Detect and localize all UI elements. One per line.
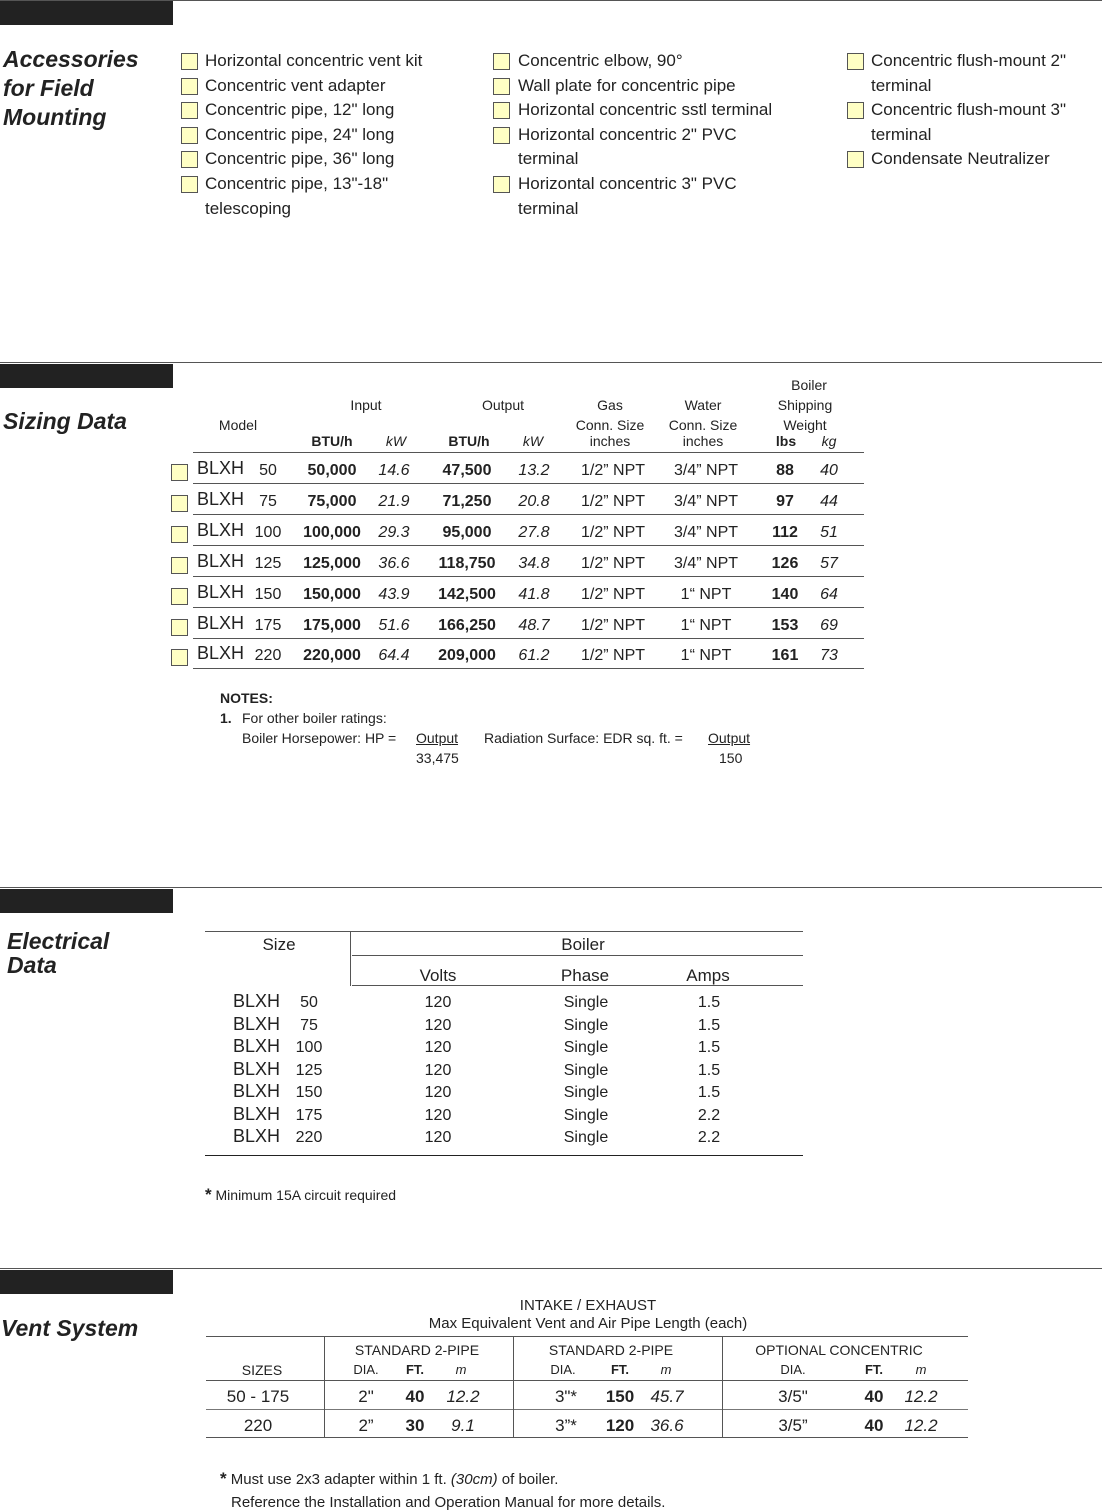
accessory-label: Concentric flush-mount 2": [871, 51, 1067, 70]
accessory-label: Concentric flush-mount 3": [871, 100, 1067, 120]
accessory-checkbox[interactable]: [493, 53, 510, 70]
hdr-in-kw: kW: [385, 433, 407, 449]
hdr-water-1: Water: [684, 397, 722, 413]
sizing-input-btuh: 50,000: [307, 462, 357, 479]
elec-volts: 120: [424, 994, 452, 1011]
accessory-checkbox[interactable]: [181, 151, 198, 168]
sizing-output-kw: 27.8: [518, 523, 550, 541]
sizing-row-rule: [193, 514, 864, 515]
elec-hdr-amps: Amps: [686, 966, 730, 985]
elec-model-prefix: BLXH: [233, 1081, 281, 1101]
sizing-input-btuh: 220,000: [303, 647, 361, 665]
notes-hp-label: Boiler Horsepower: HP =: [242, 730, 397, 746]
sizing-gas-conn: 1/2” NPT: [580, 523, 646, 541]
hdr-water-3: inches: [682, 433, 724, 449]
sizing-input-btuh: 175,000: [303, 616, 361, 634]
accessory-label: Concentric pipe, 24" long: [205, 124, 395, 144]
hdr-gas-3: inches: [589, 433, 631, 449]
sizing-row-rule: [193, 668, 864, 669]
accessory-checkbox[interactable]: [181, 127, 198, 144]
vent-m-2: m: [660, 1362, 672, 1377]
accessory-label: terminal: [871, 75, 932, 95]
elec-amps: 1.5: [697, 1061, 721, 1079]
sizing-title: Sizing Data: [3, 408, 127, 434]
accessory-checkbox[interactable]: [847, 53, 864, 70]
elec-model-size: 150: [295, 1084, 323, 1101]
elec-model-size: 220: [295, 1129, 323, 1146]
accessory-label: terminal: [518, 149, 579, 169]
vent-title: Vent System: [1, 1315, 139, 1341]
accessory-label: Horizontal concentric vent kit: [205, 51, 423, 70]
sizing-output-btuh: 71,250: [442, 492, 492, 510]
accessory-label: Horizontal concentric 3" PVC: [518, 174, 737, 193]
sizing-water-conn: 1“ NPT: [680, 585, 732, 603]
sizing-input-kw: 21.9: [378, 492, 410, 510]
sizing-output-btuh: 142,500: [438, 585, 496, 603]
sizing-input-kw: 43.9: [378, 585, 410, 603]
hdr-kg: kg: [821, 433, 837, 449]
sizing-gas-conn: 1/2” NPT: [580, 554, 646, 572]
vent-header-1: INTAKE / EXHAUST: [519, 1297, 657, 1314]
elec-model-prefix: BLXH: [233, 1103, 281, 1124]
elec-model-size: 100: [295, 1039, 323, 1056]
vent-cell-f3: 40: [864, 1416, 884, 1435]
sizing-weight-lbs: 88: [776, 462, 794, 479]
elec-model-prefix: BLXH: [233, 1036, 281, 1056]
elec-amps: 2.2: [697, 1129, 721, 1146]
sizing-model-prefix: BLXH: [197, 519, 245, 540]
sizing-model-prefix: BLXH: [197, 643, 245, 664]
sizing-water-conn: 3/4” NPT: [673, 523, 739, 541]
divider-top: [0, 0, 1102, 1]
vent-group-1: STANDARD 2-PIPE: [354, 1342, 480, 1358]
elec-model-size: 75: [300, 1016, 318, 1034]
vent-dia-1: DIA.: [353, 1362, 379, 1377]
vent-header-2: Max Equivalent Vent and Air Pipe Length (each): [428, 1315, 748, 1332]
sizing-row-checkbox[interactable]: [171, 557, 188, 574]
sizing-model-size: 75: [259, 492, 277, 510]
vent-cell-f3: 40: [864, 1387, 884, 1406]
vent-cell-sizes: 220: [243, 1416, 273, 1435]
elec-phase: Single: [563, 1061, 609, 1079]
vent-cell-d1: 2": [358, 1387, 374, 1406]
sizing-input-kw: 36.6: [378, 554, 410, 572]
sizing-water-conn: 3/4” NPT: [673, 462, 739, 479]
accessory-checkbox[interactable]: [181, 78, 198, 95]
vent-cell-f1: 30: [405, 1416, 425, 1435]
sizing-water-conn: 3/4” NPT: [673, 554, 739, 572]
hdr-in-btuh: BTU/h: [311, 433, 353, 449]
elec-amps: 2.2: [697, 1106, 721, 1124]
vent-group-2: STANDARD 2-PIPE: [548, 1342, 674, 1358]
accessory-label: Horizontal concentric 2" PVC: [518, 124, 737, 144]
hdr-gas-2: Conn. Size: [575, 417, 645, 433]
sizing-model-size: 150: [254, 585, 282, 603]
sizing-output-kw: 34.8: [518, 554, 550, 572]
elec-amps: 1.5: [697, 994, 721, 1011]
sizing-weight-kg: 64: [820, 585, 838, 603]
accessory-checkbox[interactable]: [493, 102, 510, 119]
vent-dia-3: DIA.: [780, 1362, 806, 1377]
sizing-model-size: 50: [259, 462, 277, 479]
hdr-weight-1: Boiler: [791, 377, 827, 393]
sizing-model-size: 220: [254, 647, 282, 665]
accessory-label: Concentric vent adapter: [205, 75, 386, 95]
sizing-weight-kg: 73: [820, 647, 838, 665]
elec-model-prefix: BLXH: [233, 1058, 281, 1079]
accessory-checkbox[interactable]: [181, 53, 198, 70]
vent-cell-f1: 40: [405, 1387, 425, 1406]
vent-cell-m2: 36.6: [650, 1416, 684, 1435]
sizing-model-size: 175: [254, 616, 282, 634]
sizing-weight-kg: 44: [820, 492, 838, 510]
sizing-row-rule: [193, 607, 864, 608]
accessories-title: Accessories for Field Mounting: [3, 46, 139, 130]
elec-hdr-boiler: Boiler: [561, 935, 605, 954]
notes-edr-den: 150: [719, 750, 743, 766]
accessory-checkbox[interactable]: [493, 127, 510, 144]
elec-model-prefix: BLXH: [233, 991, 281, 1011]
sizing-output-kw: 41.8: [518, 585, 550, 603]
sizing-row-rule: [193, 638, 864, 639]
sizing-output-btuh: 95,000: [442, 523, 492, 541]
elec-amps: 1.5: [697, 1039, 721, 1056]
sizing-gas-conn: 1/2” NPT: [580, 462, 646, 479]
vent-cell-m2: 45.7: [650, 1387, 684, 1406]
sizing-model-size: 100: [254, 523, 282, 541]
elec-hdr-size: Size: [262, 935, 296, 954]
section-tab-electrical: [0, 889, 173, 913]
accessory-checkbox[interactable]: [181, 176, 198, 193]
elec-volts: 120: [424, 1129, 452, 1146]
elec-phase: Single: [563, 1106, 609, 1124]
section-tab-sizing: [0, 364, 173, 388]
elec-phase: Single: [563, 1016, 609, 1034]
electrical-title: Electrical Data: [7, 928, 110, 978]
accessory-label: Concentric pipe, 12" long: [205, 100, 395, 120]
divider-sizing: [0, 362, 1102, 363]
elec-phase: Single: [563, 1129, 609, 1146]
vent-cell-d3: 3/5”: [778, 1416, 808, 1435]
elec-model-prefix: BLXH: [233, 1013, 281, 1034]
sizing-model-size: 125: [254, 554, 282, 572]
vent-cell-m3: 12.2: [904, 1387, 938, 1406]
accessory-checkbox[interactable]: [847, 151, 864, 168]
sizing-gas-conn: 1/2” NPT: [580, 616, 646, 634]
hdr-out-btuh: BTU/h: [448, 433, 490, 449]
sizing-row-checkbox[interactable]: [171, 649, 188, 666]
sizing-weight-lbs: 161: [771, 647, 799, 665]
vent-group-3: OPTIONAL CONCENTRIC: [755, 1342, 923, 1358]
vent-ft-3: FT.: [864, 1362, 884, 1377]
sizing-water-conn: 1“ NPT: [680, 647, 732, 665]
sizing-gas-conn: 1/2” NPT: [580, 492, 646, 510]
accessory-label: Concentric pipe, 36" long: [205, 149, 395, 169]
vent-sizes-label: SIZES: [241, 1362, 283, 1378]
accessory-checkbox[interactable]: [493, 176, 510, 193]
divider-electrical: [0, 887, 1102, 888]
sizing-output-kw: 61.2: [518, 647, 550, 665]
sizing-input-btuh: 150,000: [303, 585, 361, 603]
hdr-weight-3: Weight: [783, 417, 827, 433]
sizing-weight-lbs: 97: [776, 492, 794, 510]
sizing-output-btuh: 209,000: [438, 647, 496, 665]
notes-edr-num: Output: [708, 730, 751, 746]
sizing-weight-kg: 51: [820, 523, 838, 541]
vent-m-3: m: [915, 1362, 927, 1377]
vent-cell-m1: 12.2: [446, 1387, 480, 1406]
vent-cell-sizes: 50 - 175: [226, 1387, 290, 1406]
elec-volts: 120: [424, 1084, 452, 1101]
vent-cell-d3: 3/5": [778, 1387, 808, 1406]
elec-volts: 120: [424, 1106, 452, 1124]
sizing-row-rule: [193, 483, 864, 484]
elec-volts: 120: [424, 1061, 452, 1079]
sizing-input-kw: 29.3: [378, 523, 410, 541]
sizing-output-btuh: 166,250: [438, 616, 496, 634]
elec-model-size: 175: [295, 1106, 323, 1124]
accessory-label: Horizontal concentric sstl terminal: [518, 100, 773, 120]
sizing-gas-conn: 1/2” NPT: [580, 585, 646, 603]
elec-amps: 1.5: [697, 1016, 721, 1034]
notes-num: 1.: [220, 710, 232, 726]
sizing-output-kw: 13.2: [518, 462, 550, 479]
sizing-row-checkbox[interactable]: [171, 526, 188, 543]
hdr-lbs: lbs: [775, 433, 797, 449]
section-tab-accessories: [0, 1, 173, 25]
sizing-weight-kg: 40: [820, 462, 838, 479]
elec-hdr-volts: Volts: [419, 966, 457, 985]
sizing-row-rule: [193, 576, 864, 577]
sizing-input-kw: 64.4: [378, 647, 410, 665]
elec-model-size: 125: [295, 1061, 323, 1079]
sizing-model-prefix: BLXH: [197, 612, 245, 633]
section-tab-vent: [0, 1270, 173, 1294]
vent-cell-f2: 150: [605, 1387, 635, 1406]
hdr-model: Model: [218, 417, 258, 433]
sizing-model-prefix: BLXH: [197, 458, 245, 478]
elec-model-prefix: BLXH: [233, 1126, 281, 1146]
accessory-label: Condensate Neutralizer: [871, 149, 1050, 169]
vent-cell-m3: 12.2: [904, 1416, 938, 1435]
vent-cell-m1: 9.1: [451, 1416, 475, 1435]
electrical-note: * Minimum 15A circuit required: [205, 1185, 397, 1204]
elec-volts: 120: [424, 1039, 452, 1056]
sizing-input-btuh: 100,000: [303, 523, 361, 541]
sizing-model-prefix: BLXH: [197, 550, 245, 571]
sizing-input-btuh: 125,000: [303, 554, 361, 572]
sizing-input-btuh: 75,000: [307, 492, 357, 510]
sizing-weight-lbs: 126: [771, 554, 799, 572]
sizing-water-conn: 1“ NPT: [680, 616, 732, 634]
accessory-label: terminal: [518, 198, 579, 218]
sizing-output-btuh: 118,750: [438, 554, 496, 572]
divider-vent: [0, 1268, 1102, 1269]
accessory-label: telescoping: [205, 198, 292, 218]
sizing-row-checkbox[interactable]: [171, 495, 188, 512]
notes-hp-den: 33,475: [416, 750, 459, 766]
accessory-label: terminal: [871, 124, 932, 144]
sizing-weight-lbs: 112: [772, 523, 798, 541]
vent-m-1: m: [455, 1362, 467, 1377]
sizing-model-prefix: BLXH: [197, 488, 245, 509]
sizing-weight-kg: 57: [820, 554, 838, 572]
sizing-row-checkbox[interactable]: [171, 464, 188, 481]
sizing-model-prefix: BLXH: [197, 581, 245, 602]
sizing-input-kw: 51.6: [378, 616, 410, 634]
vent-cell-f2: 120: [605, 1416, 635, 1435]
sizing-weight-lbs: 140: [771, 585, 799, 603]
accessory-checkbox[interactable]: [493, 78, 510, 95]
elec-volts: 120: [424, 1016, 452, 1034]
hdr-input: Input: [350, 397, 382, 413]
sizing-output-btuh: 47,500: [442, 462, 492, 479]
notes-label: NOTES:: [220, 690, 273, 706]
vent-ft-1: FT.: [405, 1362, 425, 1377]
sizing-header-rule: [193, 452, 864, 453]
elec-phase: Single: [563, 1084, 609, 1101]
accessory-label: Concentric elbow, 90°: [518, 51, 683, 70]
sizing-weight-kg: 69: [820, 616, 838, 634]
elec-hdr-phase: Phase: [560, 966, 610, 985]
hdr-gas-1: Gas: [597, 397, 623, 413]
notes-text: For other boiler ratings:: [242, 710, 387, 726]
vent-cell-d2: 3”*: [555, 1416, 577, 1435]
sizing-input-kw: 14.6: [378, 462, 410, 479]
notes-hp-num: Output: [416, 730, 459, 746]
accessory-label: Wall plate for concentric pipe: [518, 75, 736, 95]
sizing-gas-conn: 1/2” NPT: [580, 647, 646, 665]
sizing-row-checkbox[interactable]: [171, 619, 188, 636]
notes-edr-label: Radiation Surface: EDR sq. ft. =: [484, 730, 683, 746]
hdr-water-2: Conn. Size: [668, 417, 738, 433]
accessory-label: Concentric pipe, 13"-18": [205, 174, 389, 193]
hdr-weight-2: Shipping: [777, 397, 833, 413]
hdr-out-kw: kW: [522, 433, 544, 449]
accessory-checkbox[interactable]: [847, 102, 864, 119]
vent-dia-2: DIA.: [550, 1362, 576, 1377]
hdr-output: Output: [481, 397, 525, 413]
sizing-row-rule: [193, 545, 864, 546]
elec-amps: 1.5: [697, 1084, 721, 1101]
accessory-checkbox[interactable]: [181, 102, 198, 119]
sizing-water-conn: 3/4” NPT: [673, 492, 739, 510]
sizing-weight-lbs: 153: [771, 616, 799, 634]
elec-model-size: 50: [300, 994, 318, 1011]
vent-cell-d2: 3"*: [554, 1387, 578, 1406]
vent-note-2: Reference the Installation and Operation Manual for more details.: [231, 1494, 666, 1511]
elec-phase: Single: [563, 994, 609, 1011]
vent-ft-2: FT.: [610, 1362, 630, 1377]
sizing-row-checkbox[interactable]: [171, 588, 188, 605]
elec-phase: Single: [563, 1039, 609, 1056]
sizing-output-kw: 48.7: [518, 616, 550, 634]
vent-cell-d1: 2”: [358, 1416, 374, 1435]
sizing-output-kw: 20.8: [518, 492, 550, 510]
